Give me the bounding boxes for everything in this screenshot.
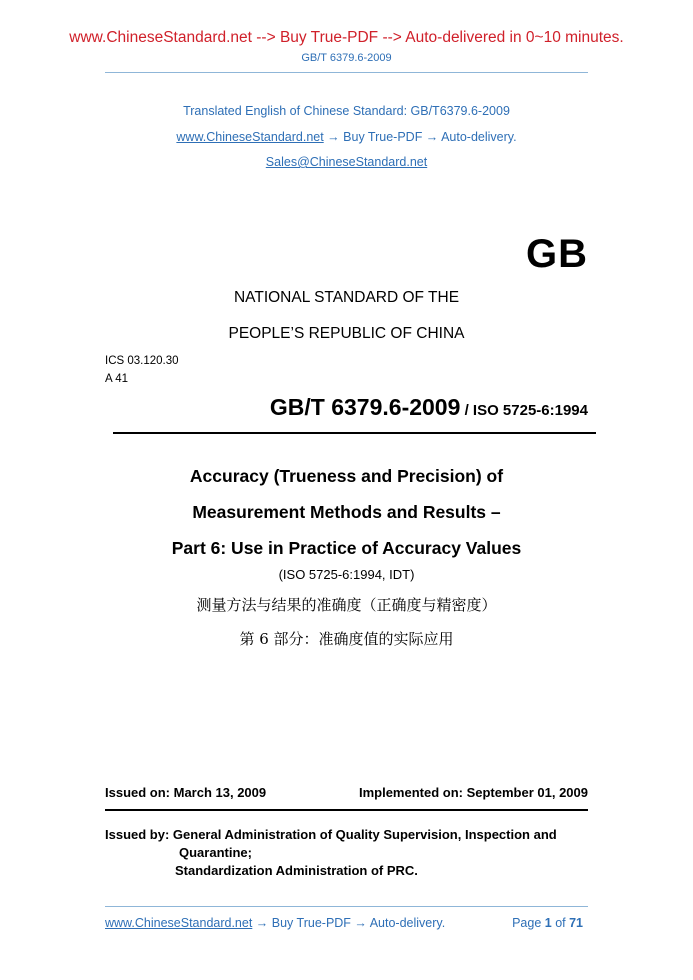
issued-on: Issued on: March 13, 2009: [105, 785, 267, 800]
issued-by-line3: Standardization Administration of PRC.: [175, 863, 418, 878]
issued-by: [105, 826, 557, 880]
site-link[interactable]: www.ChineseStandard.net: [176, 130, 324, 144]
footer-divider: [105, 906, 588, 907]
page-total: 71: [569, 916, 583, 930]
chinese-title-line1: 测量方法与结果的准确度（正确度与精密度）: [196, 596, 497, 614]
implemented-on: Implemented on: September 01, 2009: [358, 785, 588, 800]
idt-reference: (ISO 5725-6:1994, IDT): [278, 567, 415, 582]
title-divider: [113, 432, 596, 434]
national-standard-line1: NATIONAL STANDARD OF THE: [233, 289, 460, 306]
page-label: Page: [512, 916, 545, 930]
issued-by-line2: Quarantine;: [179, 845, 252, 860]
header-divider: [105, 72, 588, 73]
ics-code: ICS 03.120.30: [105, 355, 179, 367]
page-number: [512, 916, 583, 930]
buy-line: [0, 130, 693, 144]
title-line2: Measurement Methods and Results –: [192, 502, 501, 522]
issued-by-line1: Issued by: General Administration of Quality Supervision, Inspection and: [105, 827, 557, 842]
national-standard-line2: PEOPLE’S REPUBLIC OF CHINA: [228, 325, 465, 342]
email-line: [0, 155, 693, 169]
dates-divider: [105, 809, 588, 811]
iso-reference: / ISO 5725-6:1994: [460, 402, 588, 419]
title-line1: Accuracy (Trueness and Precision) of: [189, 466, 504, 486]
chinese-title-line2: 第 6 部分：准确度值的实际应用: [239, 630, 454, 648]
email-link[interactable]: Sales@ChineseStandard.net: [265, 155, 428, 169]
footer-site-link[interactable]: www.ChineseStandard.net: [105, 916, 253, 930]
page-current: 1: [544, 916, 552, 930]
page-of: of: [551, 916, 570, 930]
gb-logo: GB: [526, 232, 588, 276]
header-doc-code: GB/T 6379.6-2009: [301, 52, 392, 64]
ccs-code: A 41: [105, 373, 129, 385]
footer-buy-line: [105, 916, 445, 930]
title-line3: Part 6: Use in Practice of Accuracy Values: [171, 538, 522, 558]
standard-number: [270, 394, 588, 421]
translation-note: Translated English of Chinese Standard: GB/T6379.6-2009: [183, 104, 510, 118]
standard-number-main: GB/T 6379.6-2009: [269, 394, 461, 420]
footer-buy-rest: → Buy True-PDF → Auto-delivery.: [252, 916, 446, 930]
buy-line-rest: → Buy True-PDF → Auto-delivery.: [323, 130, 517, 144]
top-banner[interactable]: www.ChineseStandard.net --> Buy True-PDF --> Auto-delivered in 0~10 minutes.: [69, 29, 624, 46]
